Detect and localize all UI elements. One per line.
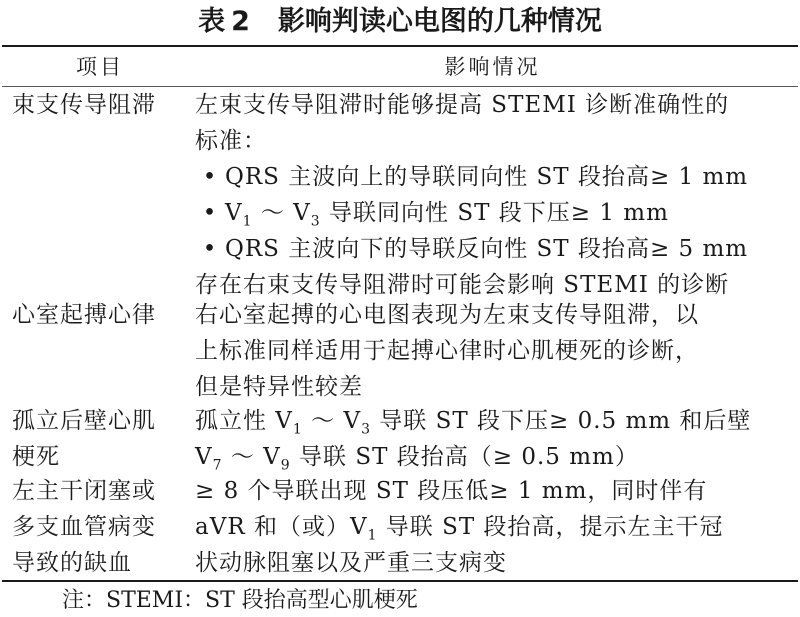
bullet-dot: • — [202, 200, 218, 226]
row4-line3: 状动脉阻塞以及严重三支病变 — [195, 550, 507, 576]
title-prefix: 表 — [198, 6, 226, 37]
table-note: 注：STEMI：ST 段抬高型心肌梗死 — [62, 588, 418, 613]
bottom-rule — [2, 580, 798, 582]
row4-line1: ≥ 8 个导联出现 ST 段压低≥ 1 mm，同时伴有 — [195, 478, 708, 504]
row3-line2: $V_7$ ～ $V_9$ 导联 ST 段抬高（≥ 0.5 mm） — [195, 444, 639, 474]
row2-line1: 右心室起搏的心电图表现为左束支传导阻滞，以 — [195, 302, 699, 328]
row3-item: 孤立后壁心肌 梗死 — [12, 408, 156, 470]
row2-item: 心室起搏心律 — [12, 302, 156, 328]
row2-line2: 上标准同样适用于起搏心律时心肌梗死的诊断， — [195, 338, 699, 364]
row1-bullet2: • $V_1$ ～ $V_3$ 导联同向性 ST 段下压≥ 1 mm — [195, 195, 795, 231]
header-impact: 影响情况 — [444, 55, 541, 79]
bullet-dot: • — [202, 164, 218, 190]
row3-line1: 孤立性 $V_1$ ～ $V_3$ 导联 ST 段下压≥ 0.5 mm 和后壁 — [195, 408, 752, 438]
table-title — [0, 2, 800, 42]
row1-bullet3: • QRS 主波向下的导联反向性 ST 段抬高≥ 5 mm — [195, 231, 795, 267]
title-number: 2 — [231, 6, 250, 37]
row1-bullet1: • QRS 主波向上的导联同向性 ST 段抬高≥ 1 mm — [195, 159, 795, 195]
title-text: 影响判读心电图的几种情况 — [277, 6, 602, 37]
row3-impact — [195, 403, 795, 475]
row4-impact — [195, 473, 795, 581]
row1-line6: 存在右束支传导阻滞时可能会影响 STEMI 的诊断 — [195, 272, 730, 298]
bullet-dot: • — [202, 236, 218, 262]
top-rule — [2, 45, 798, 47]
row2-line3: 但是特异性较差 — [195, 374, 363, 400]
row1-impact — [195, 87, 795, 303]
header-item: 项目 — [76, 55, 124, 79]
row4-item: 左主干闭塞或 多支血管病变 导致的缺血 — [12, 478, 156, 576]
row4-line2: aVR 和（或）$V_1$ 导联 ST 段抬高，提示左主干冠 — [195, 514, 724, 544]
row1-line1: 左束支传导阻滞时能够提高 STEMI 诊断准确性的 — [195, 92, 730, 118]
row1-line2: 标准： — [195, 128, 267, 154]
row2-impact — [195, 297, 795, 405]
row1-item: 束支传导阻滞 — [12, 92, 156, 118]
